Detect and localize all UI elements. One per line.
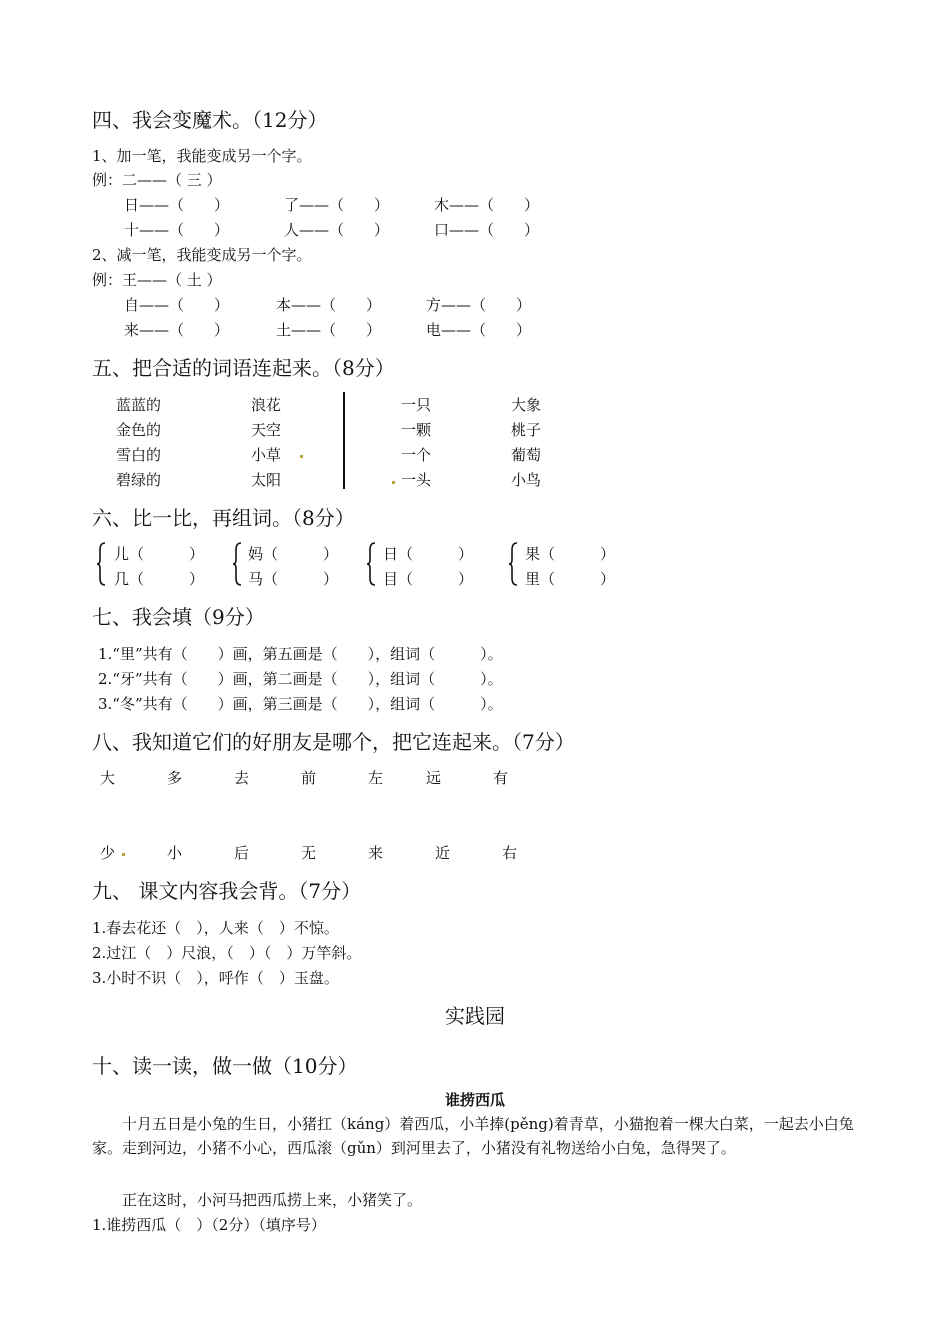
- story-paragraph-1: 十月五日是小兔的生日，小猪扛（káng）着西瓜，小羊捧(pěng)着青草，小猫抱着一棵大白菜，一起去小白兔家。走到河边，小猪不小心，西瓜滚（gǔn）到河里去了，小猪没有礼物送给小白兔，急得哭了。: [92, 1115, 854, 1157]
- recite-line: 1.春去花还（ ），人来（ ）不惊。: [92, 919, 339, 937]
- word-item: 碧绿的: [116, 471, 162, 489]
- section-4-example-2: 例：王——（ 土 ）: [92, 271, 222, 289]
- section-5-title: 五、把合适的词语连起来。（8分）: [92, 356, 395, 380]
- fill-item: 了——（ ）: [284, 196, 390, 214]
- stray-dot: [122, 853, 125, 856]
- section-10-title: 十、读一读，做一做（10分）: [92, 1054, 358, 1078]
- fill-item: 自——（ ）: [124, 296, 230, 314]
- section-4-example-1: 例：二——（ 三 ）: [92, 171, 222, 189]
- word-item: 葡萄: [511, 446, 542, 464]
- word-item: 小鸟: [511, 471, 542, 489]
- word-item: 太阳: [251, 471, 282, 489]
- char-item: 近: [435, 844, 451, 862]
- word-item: 小草: [251, 446, 282, 464]
- compare-item: 目（ ）: [383, 570, 474, 588]
- practice-heading: 实践园: [445, 1004, 505, 1028]
- word-item: 金色的: [116, 421, 162, 439]
- char-item: 有: [493, 769, 509, 787]
- fill-item: 口——（ ）: [434, 221, 540, 239]
- brace-icon: [96, 542, 106, 586]
- word-item: 雪白的: [116, 446, 162, 464]
- word-item: 浪花: [251, 396, 282, 414]
- section-4-question-1: 1、加一笔，我能变成另一个字。: [92, 147, 312, 165]
- char-item: 无: [301, 844, 317, 862]
- story-paragraph-2: 正在这时，小河马把西瓜捞上来，小猪笑了。: [122, 1191, 423, 1209]
- fill-line: 2.“牙”共有（ ）画，第二画是（ ），组词（ ）。: [98, 670, 503, 688]
- story-title: 谁捞西瓜: [444, 1091, 505, 1109]
- char-item: 来: [368, 844, 384, 862]
- compare-item: 妈（ ）: [248, 545, 339, 563]
- section-4-title: 四、我会变魔术。（12分）: [92, 108, 328, 132]
- fill-line: 3.“冬”共有（ ）画，第三画是（ ），组词（ ）。: [98, 695, 503, 713]
- compare-item: 日（ ）: [383, 545, 474, 563]
- compare-item: 马（ ）: [248, 570, 339, 588]
- word-item: 桃子: [511, 421, 542, 439]
- word-item: 一只: [401, 396, 432, 414]
- word-item: 大象: [511, 396, 542, 414]
- fill-item: 木——（ ）: [434, 196, 540, 214]
- section-8-title: 八、我知道它们的好朋友是哪个，把它连起来。（7分）: [92, 730, 575, 754]
- char-item: 大: [100, 769, 116, 787]
- fill-item: 人——（ ）: [284, 221, 390, 239]
- word-item: 一颗: [401, 421, 432, 439]
- divider-line: [343, 392, 345, 489]
- stray-dot: [300, 455, 303, 458]
- char-item: 远: [426, 769, 442, 787]
- char-item: 少: [100, 844, 116, 862]
- char-item: 小: [167, 844, 183, 862]
- fill-item: 土——（ ）: [276, 321, 382, 339]
- compare-item: 几（ ）: [114, 570, 205, 588]
- fill-item: 电——（ ）: [426, 321, 532, 339]
- fill-item: 十——（ ）: [124, 221, 230, 239]
- compare-item: 儿（ ）: [114, 545, 205, 563]
- compare-item: 果（ ）: [525, 545, 616, 563]
- char-item: 多: [167, 769, 183, 787]
- char-item: 左: [368, 769, 384, 787]
- char-item: 后: [234, 844, 250, 862]
- compare-item: 里（ ）: [525, 570, 616, 588]
- recite-line: 2.过江（ ）尺浪，（ ）（ ）万竿斜。: [92, 944, 362, 962]
- char-item: 去: [234, 769, 250, 787]
- section-4-question-2: 2、减一笔，我能变成另一个字。: [92, 246, 312, 264]
- section-9-title: 九、 课文内容我会背。（7分）: [92, 879, 362, 903]
- fill-line: 1.“里”共有（ ）画，第五画是（ ），组词（ ）。: [98, 645, 503, 663]
- word-item: 蓝蓝的: [116, 396, 162, 414]
- brace-icon: [508, 542, 518, 586]
- fill-item: 来——（ ）: [124, 321, 230, 339]
- brace-icon: [366, 542, 376, 586]
- section-7-title: 七、我会填（9分）: [92, 605, 265, 629]
- char-item: 前: [301, 769, 317, 787]
- story-question-1: 1.谁捞西瓜（ ）（2分）（填序号）: [92, 1216, 326, 1234]
- fill-item: 本——（ ）: [276, 296, 382, 314]
- section-6-title: 六、比一比，再组词。（8分）: [92, 506, 355, 530]
- word-item: 一个: [401, 446, 432, 464]
- recite-line: 3.小时不识（ ），呼作（ ）玉盘。: [92, 969, 339, 987]
- word-item: 天空: [251, 421, 282, 439]
- fill-item: 日——（ ）: [124, 196, 230, 214]
- stray-dot: [392, 481, 395, 484]
- word-item: 一头: [401, 471, 432, 489]
- fill-item: 方——（ ）: [426, 296, 532, 314]
- brace-icon: [232, 542, 242, 586]
- char-item: 右: [502, 844, 518, 862]
